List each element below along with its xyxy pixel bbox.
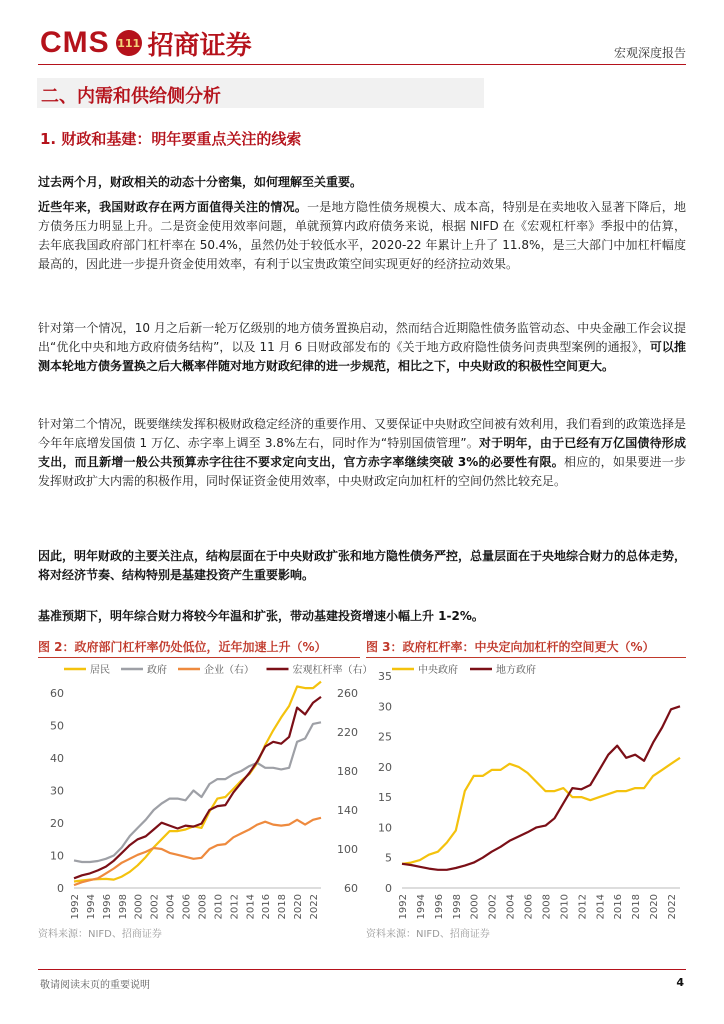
series-line [74,682,321,882]
paragraph-4-tail: 相应的，如果要进一步发挥财政扩大内需的积极作用，同时保证资金使用效率，中央财政定向加杠杆的空间仍然比较充足。 [38,455,686,488]
x-tick-label: 2014 [245,894,257,920]
y2-tick-label: 260 [337,687,358,700]
y-tick-label: 0 [57,882,64,895]
x-tick-label: 1998 [451,894,463,920]
logo-latin: CMS [40,26,110,59]
logo-chinese: 招商证券 [147,30,252,61]
figure-3-chart [366,660,686,925]
x-tick-label: 2008 [541,894,553,920]
cms-logo [40,26,252,60]
y-tick-label: 10 [50,849,64,863]
x-tick-label: 2016 [261,894,273,920]
x-tick-label: 2002 [149,894,161,920]
logo-badge-icon: 111 [116,30,142,56]
paragraph-5 [38,547,686,585]
x-tick-label: 2004 [505,894,517,920]
x-tick-label: 2010 [213,894,225,920]
y-tick-label: 60 [50,687,64,700]
x-tick-label: 1996 [101,894,113,920]
figure-2-source: 资料来源：NIFD、招商证券 [38,929,162,940]
x-tick-label: 2012 [229,894,241,920]
x-tick-label: 2020 [649,894,661,920]
y-tick-label: 5 [385,851,392,865]
x-tick-label: 1992 [398,894,409,920]
y-tick-label: 20 [50,817,64,830]
y-tick-label: 40 [50,752,64,765]
paragraph-2-body: 一是地方隐性债务规模大、成本高，特别是在卖地收入显著下降后，地方债务压力明显上升。二是资金使用效率问题，单就预算内政府债务来说，根据 NIFD 在《宏观杠杆率》季报中的估算，去年底我国政府部门杠杆率在 50.4%，虽然仍处于较低水平，2020-22 年累计上升了 11.8%，是三大部门中加杠杆幅度最高的，因此进一步提升资金使用效率，有利于以宝贵政策空间实现更好的经济拉动效果。 [38,200,686,271]
x-tick-label: 2022 [309,894,321,920]
paragraph-3-bold: 可以推测本轮地方债务置换之后大概率伴随对地方财政纪律的进一步规范，相比之下，中央财政的积极性空间更大。 [38,340,686,373]
legend-label: 政府 [147,665,167,676]
y-tick-label: 30 [50,784,64,798]
y-tick-label: 25 [378,730,392,744]
series-line [74,697,321,878]
paragraph-4-body: 针对第二个情况，既要继续发挥积极财政稳定经济的重要作用、又要保证中央财政空间被有效利用，我们看到的政策选择是今年年底增发国债 1 万亿、赤字率上调至 3.8%左右，同时作为“特别国债管理”。 [38,417,687,450]
paragraph-1-text: 过去两个月，财政相关的动态十分密集，如何理解至关重要。 [38,175,363,189]
y-tick-label: 20 [378,760,392,774]
y2-tick-label: 60 [344,882,358,895]
page-number: 4 [676,976,684,989]
paragraph-2-lead: 近些年来，我国财政存在两方面值得关注的情况。 [38,200,308,214]
y2-tick-label: 180 [337,765,358,778]
legend-label: 企业（右） [204,665,254,676]
x-tick-label: 2018 [631,894,643,920]
paragraph-4-bold: 对于明年，由于已经有万亿国债待形成支出，而且新增一般公共预算赤字往往不要求定向支出，官方赤字率继续突破 3%的必要性有限。 [38,436,686,469]
y2-tick-label: 100 [337,843,358,856]
paragraph-6-text: 基准预期下，明年综合财力将较今年温和扩张，带动基建投资增速小幅上升 1-2%。 [38,609,484,623]
x-tick-label: 1992 [70,894,81,920]
section-heading [37,78,484,108]
series-line [74,722,321,862]
paragraph-1 [38,173,686,192]
x-tick-label: 2000 [133,894,145,920]
x-tick-label: 1994 [85,894,97,920]
x-tick-label: 2012 [577,894,589,920]
x-tick-label: 1998 [117,894,129,920]
x-tick-label: 1996 [433,894,445,920]
footer-disclaimer: 敬请阅读末页的重要说明 [40,980,150,991]
x-tick-label: 2022 [667,894,679,920]
x-tick-label: 2016 [613,894,625,920]
figure-3-source: 资料来源：NIFD、招商证券 [366,929,490,940]
y-tick-label: 10 [378,821,392,835]
x-tick-label: 2000 [469,894,481,920]
figure-2-rule [38,657,360,658]
figure-2-title: 图 2：政府部门杠杆率仍处低位，近年加速上升（%） [38,640,327,654]
header-divider [38,64,686,65]
x-tick-label: 2018 [277,894,289,920]
report-type: 宏观深度报告 [613,46,686,60]
y2-tick-label: 140 [337,804,358,817]
y-tick-label: 50 [50,719,64,733]
x-tick-label: 2004 [165,894,177,920]
figure-3-title: 图 3：政府杠杆率：中央定向加杠杆的空间更大（%） [366,640,655,654]
paragraph-4 [38,415,686,491]
y2-tick-label: 220 [337,726,358,739]
paragraph-5-text: 因此，明年财政的主要关注点，结构层面在于中央财政扩张和地方隐性债务严控，总量层面在于央地综合财力的总体走势，将对经济节奏、结构特别是基建投资产生重要影响。 [38,549,687,582]
subsection-title: 1. 财政和基建：明年要重点关注的线索 [40,130,302,148]
x-tick-label: 2008 [197,894,209,920]
section-title: 二、内需和供给侧分析 [41,86,221,107]
x-tick-label: 2010 [559,894,571,920]
paragraph-3 [38,319,686,376]
y-tick-label: 0 [385,882,392,895]
x-tick-label: 2020 [293,894,305,920]
x-tick-label: 2002 [487,894,499,920]
x-tick-label: 2006 [523,894,535,920]
paragraph-6 [38,607,686,626]
figure-2-chart [38,660,373,925]
x-tick-label: 1994 [415,894,427,920]
x-tick-label: 2014 [595,894,607,920]
paragraph-3-body: 针对第一个情况，10 月之后新一轮万亿级别的地方债务置换启动，然而结合近期隐性债务监管动态、中央金融工作会议提出“优化中央和地方政府债务结构”，以及 11 月 6 日财政部发布的《关于地方政府隐性债务问责典型案例的通报》， [38,321,686,354]
paragraph-2 [38,198,686,274]
y-tick-label: 35 [378,670,392,683]
legend-label: 地方政府 [496,665,536,676]
y-tick-label: 30 [378,700,392,714]
footer-divider [38,969,686,970]
legend-label: 中央政府 [418,665,458,676]
series-line [402,758,680,864]
figure-3-rule [366,657,686,658]
legend-label: 宏观杠杆率（右） [292,665,373,676]
x-tick-label: 2006 [181,894,193,920]
y-tick-label: 15 [378,791,392,805]
legend-label: 居民 [90,665,110,676]
